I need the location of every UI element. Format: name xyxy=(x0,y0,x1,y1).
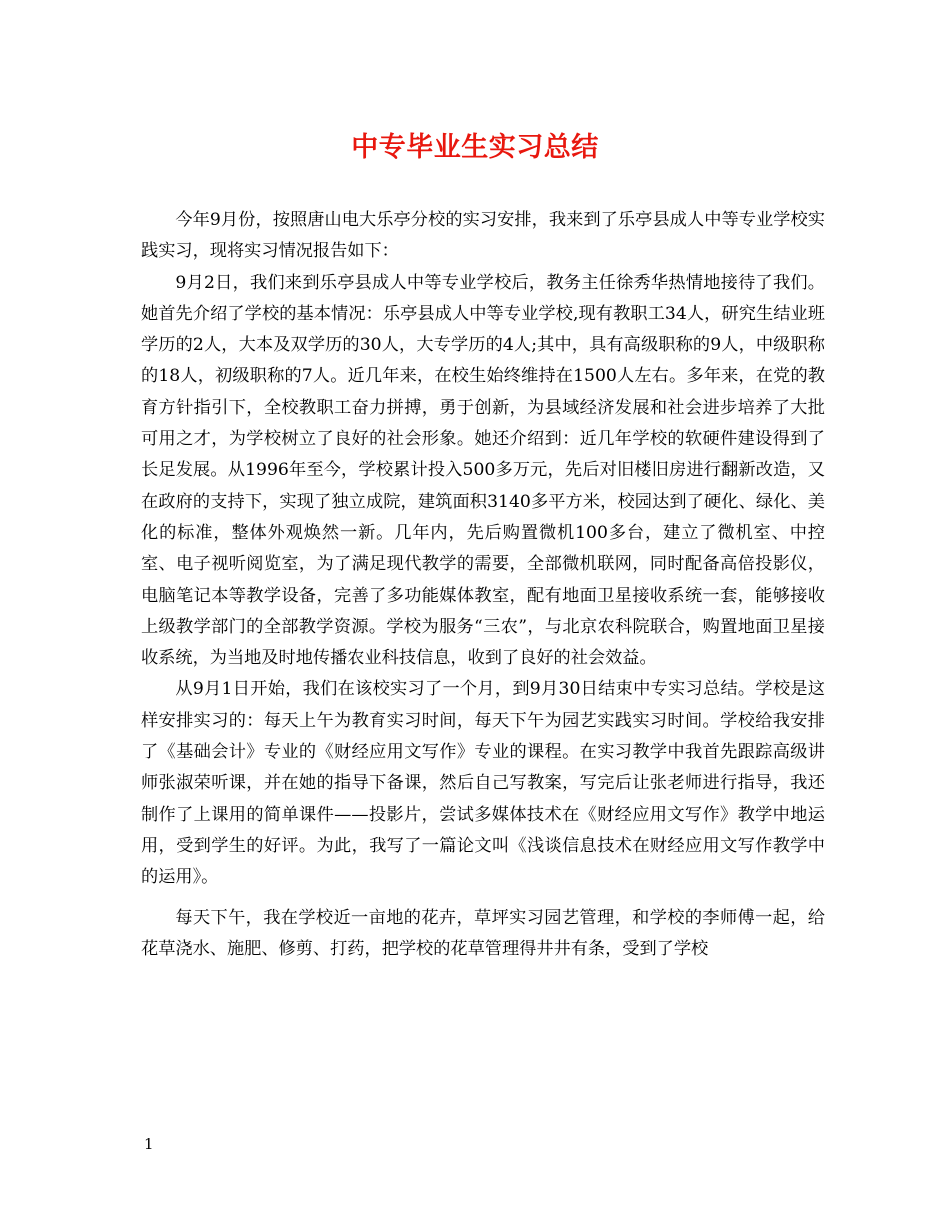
document-title: 中专毕业生实习总结 xyxy=(351,132,599,163)
document-body xyxy=(141,205,825,965)
paragraph-3: 从9月1日开始，我们在该校实习了一个月，到9月30日结束中专实习总结。学校是这样安排实习的：每天上午为教育实习时间，每天下午为园艺实践实习时间。学校给我安排了《基础会计》专业的《财经应用文写作》专业的课程。在实习教学中我首先跟踪高级讲师张淑荣听课，并在她的指导下备课，然后自己写教案，写完后让张老师进行指导，我还制作了上课用的简单课件——投影片，尝试多媒体技术在《财经应用文写作》教学中地运用，受到学生的好评。为此，我写了一篇论文叫《浅谈信息技术在财经应用文写作教学中的运用》。 xyxy=(141,679,825,888)
paragraph-2: 9月2日，我们来到乐亭县成人中等专业学校后，教务主任徐秀华热情地接待了我们。她首先介绍了学校的基本情况：乐亭县成人中等专业学校,现有教职工34人，研究生结业班学历的2人，大本及双学历的30人，大专学历的4人;其中，具有高级职称的9人，中级职称的18人，初级职称的7人。近几年来，在校生始终维持在1500人左右。多年来，在党的教育方针指引下，全校教职工奋力拼搏，勇于创新，为县域经济发展和社会进步培养了大批可用之才，为学校树立了良好的社会形象。她还介绍到：近几年学校的软硬件建设得到了长足发展。从1996年至今，学校累计投入500多万元，先后对旧楼旧房进行翻新改造，又在政府的支持下，实现了独立成院，建筑面积3140多平方米，校园达到了硬化、绿化、美化的标准，整体外观焕然一新。几年内，先后购置微机100多台，建立了微机室、中控室、电子视听阅览室，为了满足现代教学的需要，全部微机联网，同时配备高倍投影仪，电脑笔记本等教学设备，完善了多功能媒体教室，配有地面卫星接收系统一套，能够接收上级教学部门的全部教学资源。学校为服务“三农”，与北京农科院联合，购置地面卫星接收系统，为当地及时地传播农业科技信息，收到了良好的社会效益。 xyxy=(141,272,825,669)
paragraph-1: 今年9月份，按照唐山电大乐亭分校的实习安排，我来到了乐亭县成人中等专业学校实践实习，现将实习情况报告如下： xyxy=(141,210,825,262)
page-number: 1 xyxy=(144,1135,154,1153)
paragraph-4: 每天下午，我在学校近一亩地的花卉，草坪实习园艺管理，和学校的李师傅一起，给花草浇水、施肥、修剪、打药，把学校的花草管理得井井有条，受到了学校 xyxy=(141,907,825,959)
